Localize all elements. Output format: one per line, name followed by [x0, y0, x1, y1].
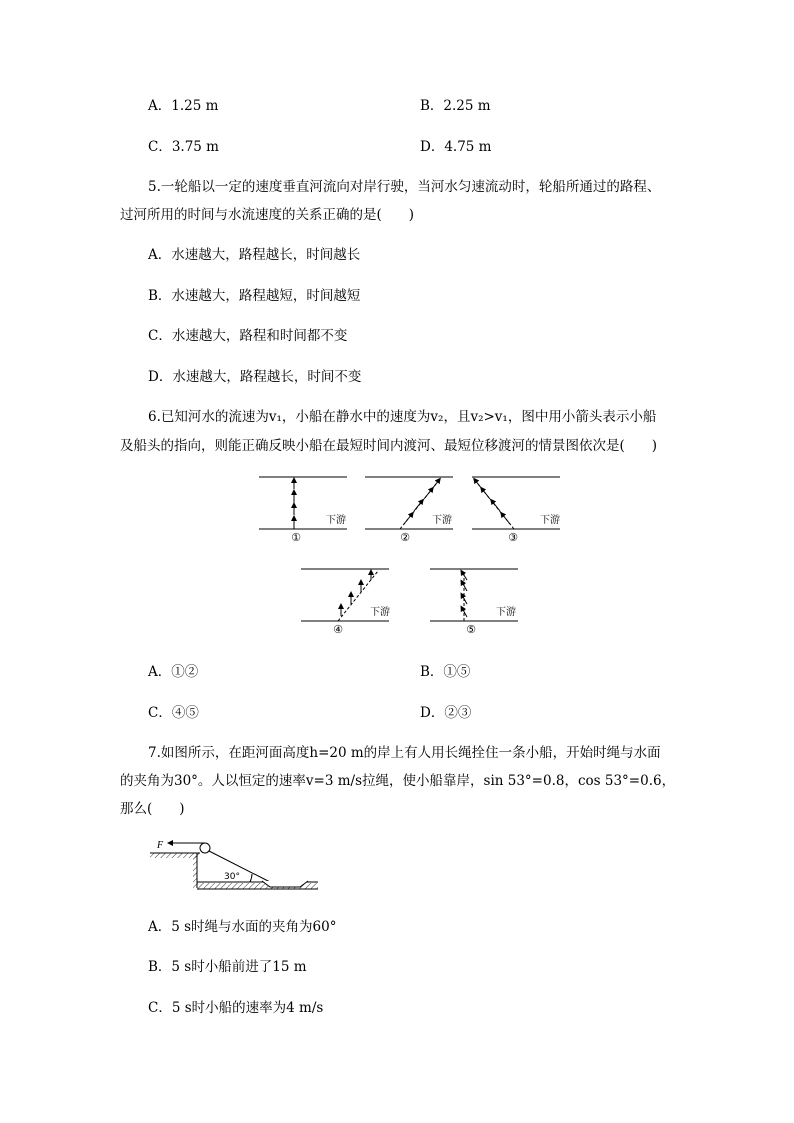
diagram-label-2: ②: [400, 531, 410, 544]
q5-option-c: C．水速越大，路程和时间都不变: [148, 328, 348, 344]
q6-stem-line-2: 及船头的指向，则能正确反映小船在最短时间内渡河、最短位移渡河的情景图依次是( ): [120, 438, 658, 454]
q4-option-c: C．3.75 m: [148, 139, 219, 155]
q7-option-c: C．5 s时小船的速率为4 m/s: [148, 1000, 324, 1016]
downstream-label-4: 下游: [370, 607, 390, 618]
q6-option-a: A．①②: [148, 664, 199, 680]
q6-stem-line-1: 6.已知河水的流速为v₁，小船在静水中的速度为v₂，且v₂>v₁，图中用小箭头表示小船: [148, 409, 657, 425]
q7-stem-line-1: 7.如图所示，在距河面高度h=20 m的岸上有人用长绳拴住一条小船，开始时绳与水面: [148, 745, 661, 761]
downstream-label-3: 下游: [540, 515, 560, 526]
q5-stem-line-1: 5.一轮船以一定的速度垂直河流向对岸行驶，当河水匀速流动时，轮船所通过的路程、: [148, 179, 661, 195]
diagram-label-5: ⑤: [466, 623, 476, 636]
q6-option-b: B．①⑤: [420, 664, 471, 680]
downstream-label-1: 下游: [326, 515, 346, 526]
q7-option-a: A．5 s时绳与水面的夹角为60°: [148, 919, 337, 935]
downstream-label-5: 下游: [496, 607, 516, 618]
q7-stem-line-3: 那么( ): [120, 801, 185, 817]
q7-option-b: B．5 s时小船前进了15 m: [148, 959, 307, 975]
q6-option-d: D．②③: [420, 705, 472, 721]
q5-option-a: A．水速越大，路程越长，时间越长: [148, 247, 361, 263]
q4-option-b: B．2.25 m: [420, 98, 491, 114]
force-label: F: [157, 840, 164, 851]
q5-option-b: B．水速越大，路程越短，时间越短: [148, 288, 361, 304]
q5-stem-line-2: 过河所用的时间与水流速度的关系正确的是( ): [120, 207, 415, 223]
diagram-label-1: ①: [291, 531, 301, 544]
q5-option-d: D．水速越大，路程越长，时间不变: [148, 369, 362, 385]
q7-stem-line-2: 的夹角为30°。人以恒定的速率v=3 m/s拉绳，使小船靠岸，sin 53°=0.8，cos 53°=0.6，: [120, 773, 676, 789]
q6-option-c: C．④⑤: [148, 705, 199, 721]
diagram-label-4: ④: [333, 623, 343, 636]
downstream-label-2: 下游: [432, 515, 452, 526]
q4-option-d: D．4.75 m: [420, 139, 492, 155]
diagram-label-3: ③: [508, 531, 518, 544]
q6-river-diagrams: [0, 470, 794, 640]
angle-label: 30°: [224, 872, 240, 882]
q7-pulley-diagram: [0, 833, 794, 893]
q4-option-a: A．1.25 m: [148, 98, 219, 114]
